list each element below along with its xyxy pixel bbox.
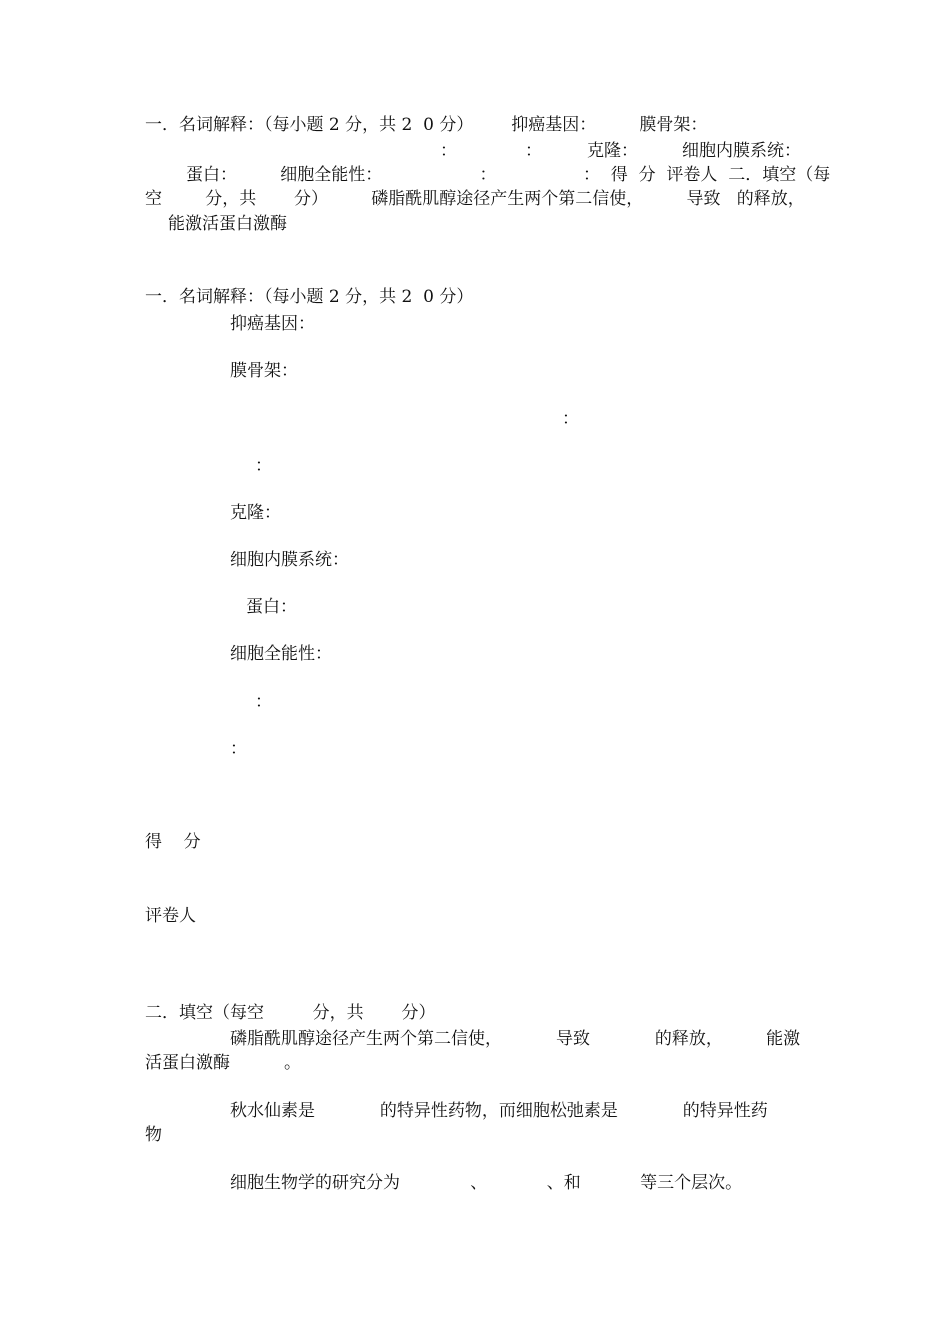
question-2-line-2: 物 <box>145 1125 162 1145</box>
term-clone: 克隆： <box>230 503 281 523</box>
summary-line-5: 能激活蛋白激酶 <box>168 214 287 234</box>
term-protein: 蛋白： <box>246 597 297 617</box>
grader-label: 评卷人 <box>145 906 196 926</box>
term-membrane-skeleton: 膜骨架： <box>230 361 298 381</box>
question-1-line-2: 活蛋白激酶 。 <box>145 1053 302 1073</box>
section-1-heading: 一．名词解释：（每小题 2 分，共 2 0 分） <box>145 287 474 307</box>
summary-line-1: 一．名词解释：（每小题 2 分，共 2 0 分） 抑癌基因： 膜骨架： <box>145 115 708 135</box>
question-1-line-1: 磷脂酰肌醇途径产生两个第二信使， 导致 的释放， 能激 <box>230 1029 801 1049</box>
term-endomembrane-system: 细胞内膜系统： <box>230 550 349 570</box>
section-2-heading: 二．填空（每空 分，共 分） <box>145 1003 436 1023</box>
question-2-line-1: 秋水仙素是 的特异性药物，而细胞松弛素是 的特异性药 <box>230 1101 768 1121</box>
term-blank-colon-2: ： <box>255 456 272 476</box>
question-3: 细胞生物学的研究分为 、 、和 等三个层次。 <box>230 1173 743 1193</box>
summary-line-2-colon-a: ： <box>440 141 457 161</box>
term-blank-colon-1: ： <box>562 409 579 429</box>
summary-line-2-colon-b: ： <box>525 141 542 161</box>
term-cell-totipotency: 细胞全能性： <box>230 644 332 664</box>
summary-line-2-endomembrane: 细胞内膜系统： <box>682 141 801 161</box>
term-blank-colon-3: ： <box>255 692 272 712</box>
term-blank-colon-4: ： <box>230 739 247 759</box>
score-label: 得 分 <box>145 832 201 852</box>
summary-line-3: 蛋白： 细胞全能性： ： ： 得 分 评卷人 二．填空（每 <box>186 165 831 185</box>
summary-line-4: 空 分，共 分） 磷脂酰肌醇途径产生两个第二信使， 导致 的释放， <box>145 189 805 209</box>
summary-line-2-clone: 克隆： <box>587 141 638 161</box>
term-tumor-suppressor-gene: 抑癌基因： <box>230 314 315 334</box>
